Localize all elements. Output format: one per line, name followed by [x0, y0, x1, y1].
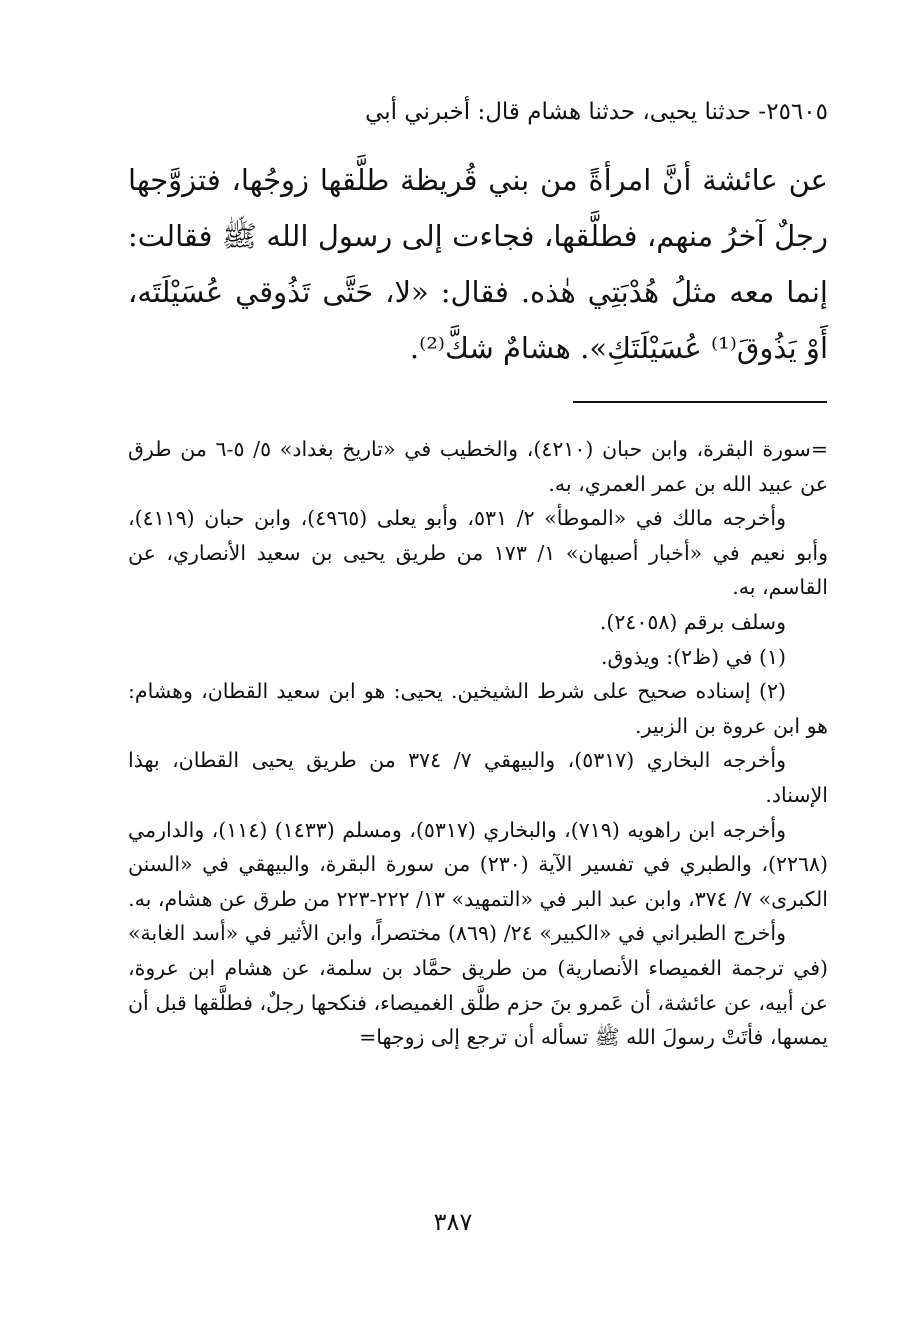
footnote-1: (١) في (ظ٢): ويذوق. [600, 644, 786, 669]
footnotes [128, 432, 828, 1055]
hadith-body [128, 152, 828, 376]
footnote-2: (٢) إسناده صحيح على شرط الشيخين. يحيى: هو ابن سعيد القطان، وهشام: هو ابن عروة بن الزبير. [128, 679, 828, 738]
footnote-divider [573, 401, 827, 403]
footnote-continuation: =سورة البقرة، وابن حبان (٤٢١٠)، والخطيب في «تاريخ بغداد» ٥/ ٥-٦ من طرق عن عبيد الله بن عمر العمري، به. [128, 437, 828, 496]
hadith-header: ٢٥٦٠٥- حدثنا يحيى، حدثنا هشام قال: أخبرني أبي [365, 99, 828, 125]
footnote-rahawayh: وأخرجه ابن راهويه (٧١٩)، والبخاري (٥٣١٧)، ومسلم (١٤٣٣) (١١٤)، والدارمي (٢٢٦٨)، والطبري في تفسير الآية (٢٣٠) من سورة البقرة، والبيهقي في «السنن الكبرى» ٧/ ٣٧٤، وابن عبد البر في «التمهيد» ١٣/ ٢٢٢-٢٢٣ من طرق عن هشام، به. [128, 817, 828, 911]
footnote-malik: وأخرجه مالك في «الموطأ» ٢/ ٥٣١، وأبو يعلى (٤٩٦٥)، وابن حبان (٤١١٩)، وأبو نعيم في «أخبار أصبهان» ١/ ١٧٣ من طريق يحيى بن سعيد الأنصاري، عن القاسم، به. [128, 506, 828, 600]
footnote-bukhari: وأخرجه البخاري (٥٣١٧)، والبيهقي ٧/ ٣٧٤ من طريق يحيى القطان، بهذا الإسناد. [128, 748, 828, 807]
page-number: ٣٨٧ [433, 1208, 473, 1236]
hadith-text: عن عائشة أنَّ امرأةً من بني قُريظة طلَّقها زوجُها، فتزوَّجها رجلٌ آخرُ منهم، فطلَّقها، فجاءت إلى رسول الله ﷺ فقالت: إنما معه مثلُ هُدْبَتِي هٰذه. فقال: «لا، حَتَّى تَذُوقي عُسَيْلَتَه، أَوْ يَذُوقَ⁽¹⁾ عُسَيْلَتَكِ». هشامٌ شكَّ⁽²⁾. [128, 163, 828, 365]
footnote-salaf: وسلف برقم (٢٤٠٥٨). [599, 609, 786, 634]
footnote-tabarani: وأخرج الطبراني في «الكبير» ٢٤/ (٨٦٩) مختصراً، وابن الأثير في «أسد الغابة» (في ترجمة الغميصاء الأنصارية) من طريق حمَّاد بن سلمة، عن هشام ابن عروة، عن أبيه، عن عائشة، أن عَمرو بنَ حزم طلَّق الغميصاء، فنكحها رجلٌ، فطلَّقها قبل أن يمسها، فأتَتْ رسولَ الله ﷺ تسأله أن ترجع إلى زوجها= [128, 921, 828, 1050]
